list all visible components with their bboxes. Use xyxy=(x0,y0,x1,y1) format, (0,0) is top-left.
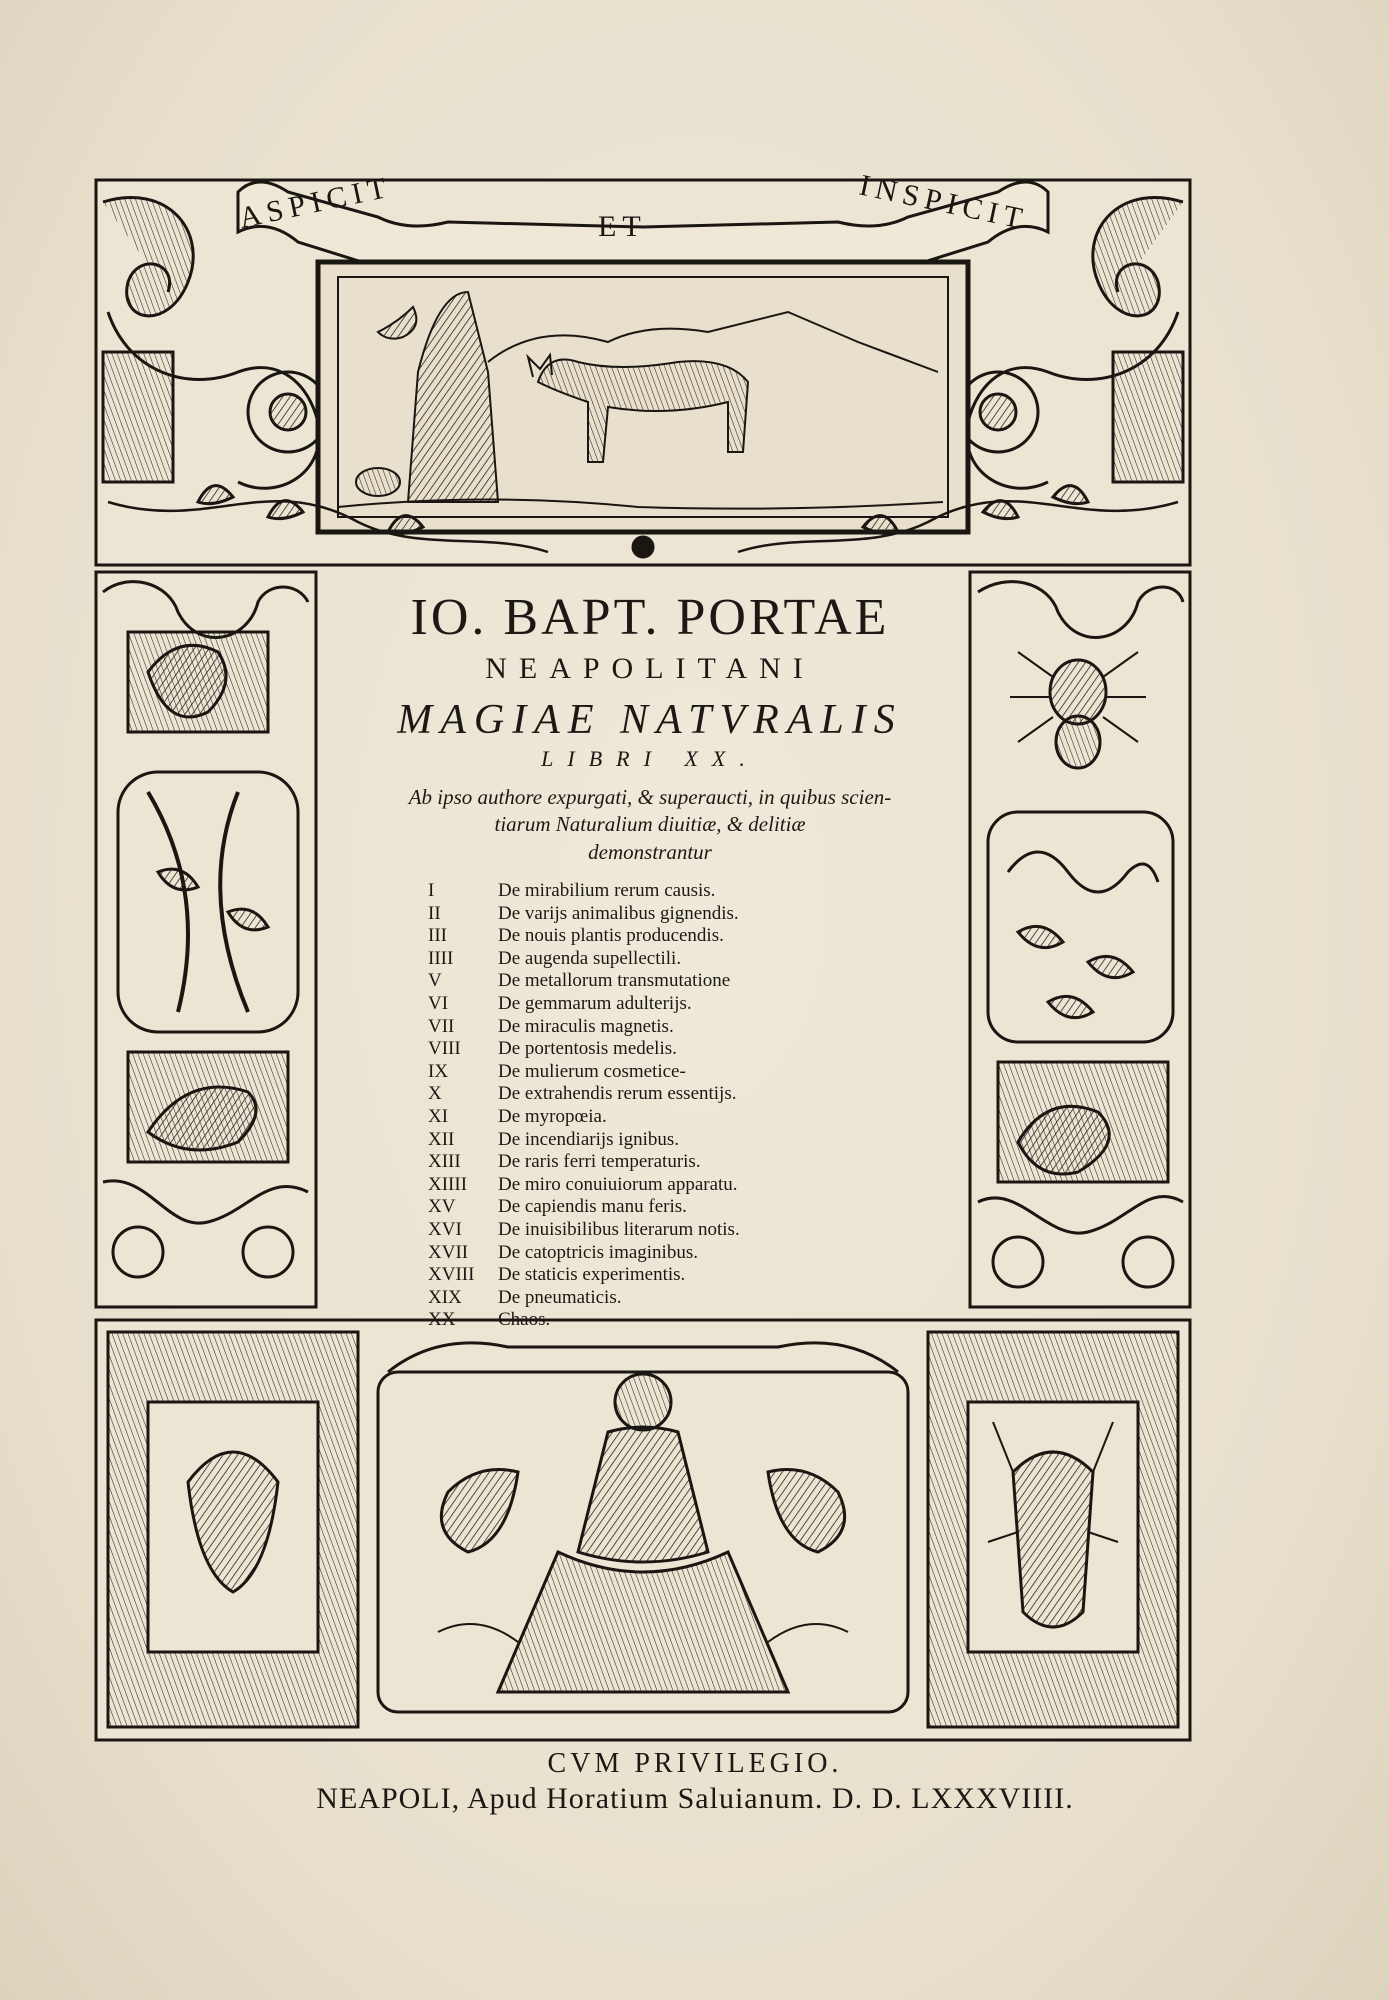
book-number: VIII xyxy=(428,1038,461,1060)
toc-row xyxy=(420,1106,920,1128)
book-title: De inuisibilibus literarum notis. xyxy=(498,1219,740,1240)
book-number: VI xyxy=(428,993,449,1014)
toc-row xyxy=(420,1264,920,1286)
book-number: XI xyxy=(428,1106,449,1127)
left-panel xyxy=(96,572,316,1307)
motto-middle: ET xyxy=(598,210,647,243)
book-title: De myropœia. xyxy=(498,1106,607,1127)
book-title: De raris ferri temperaturis. xyxy=(498,1151,701,1173)
book-title: De gemmarum adulterijs. xyxy=(498,993,692,1014)
book-title: De incendiarijs ignibus. xyxy=(498,1128,679,1150)
book-title: De capiendis manu feris. xyxy=(498,1196,687,1218)
toc-row xyxy=(420,1129,920,1151)
book-number: XIII xyxy=(428,1151,461,1173)
book-number: X xyxy=(428,1083,442,1105)
right-panel xyxy=(970,572,1190,1307)
book-title: De metallorum transmutatione xyxy=(498,970,731,992)
author-origin: NEAPOLITANI xyxy=(485,652,815,685)
imprint-line: NEAPOLI, Apud Horatium Saluianum. D. D. LXXXVIIII. xyxy=(316,1782,1074,1815)
book-title: De nouis plantis producendis. xyxy=(498,925,724,947)
book-number: IX xyxy=(428,1060,449,1082)
toc-row xyxy=(420,1151,920,1173)
book-number: VII xyxy=(428,1015,455,1037)
author-name: IO. BAPT. PORTAE xyxy=(410,589,890,646)
toc-row xyxy=(420,1287,920,1309)
toc-row xyxy=(420,1083,920,1105)
book-title: De catoptricis imaginibus. xyxy=(498,1241,698,1263)
toc-row xyxy=(420,925,920,947)
toc-row xyxy=(420,1174,920,1196)
motto-left: ASPICIT xyxy=(236,170,395,235)
book-number: II xyxy=(428,902,441,924)
book-title: De varijs animalibus gignendis. xyxy=(498,902,739,924)
toc-row xyxy=(420,970,920,992)
book-number: XIX xyxy=(428,1286,462,1308)
subtitle-line-2: tiarum Naturalium diuitiæ, & delitiæ xyxy=(494,812,806,836)
book-number: V xyxy=(428,970,442,992)
book-number: XVI xyxy=(428,1219,462,1240)
book-number: XV xyxy=(428,1196,456,1218)
toc-row xyxy=(420,880,920,902)
book-number: XII xyxy=(428,1128,455,1150)
book-title: De mirabilium rerum causis. xyxy=(498,880,716,901)
toc-row xyxy=(420,993,920,1015)
book-number: XVIII xyxy=(428,1264,475,1286)
toc-row xyxy=(420,1309,920,1331)
book-title: De mulierum cosmetice- xyxy=(498,1060,686,1082)
book-title: Chaos. xyxy=(498,1309,551,1331)
book-number: XIIII xyxy=(428,1173,468,1195)
book-title: De extrahendis rerum essentijs. xyxy=(498,1083,737,1105)
toc-row xyxy=(420,1196,920,1218)
subtitle-line-1: Ab ipso authore expurgati, & superaucti, in quibus scien- xyxy=(408,785,892,809)
book-title: De miro conuiuiorum apparatu. xyxy=(498,1173,738,1195)
book-title: De augenda supellectili. xyxy=(498,947,682,969)
book-title: De miraculis magnetis. xyxy=(498,1015,674,1037)
bottom-panel xyxy=(96,1320,1190,1740)
book-title: De staticis experimentis. xyxy=(498,1264,686,1286)
toc-row xyxy=(420,1016,920,1038)
toc-row xyxy=(420,948,920,970)
book-number: XX xyxy=(428,1309,456,1331)
toc-row xyxy=(420,1038,920,1060)
book-title: De pneumaticis. xyxy=(498,1286,622,1308)
motto-right: INSPICIT xyxy=(856,168,1032,237)
book-title: De portentosis medelis. xyxy=(498,1038,677,1060)
subtitle-line-3: demonstrantur xyxy=(588,840,712,864)
books-count: LIBRI XX. xyxy=(541,746,759,771)
book-number: IIII xyxy=(428,947,454,969)
toc-row xyxy=(420,1219,920,1241)
book-number: III xyxy=(428,925,447,947)
toc-row xyxy=(420,1061,920,1083)
work-title: MAGIAE NATVRALIS xyxy=(397,697,903,743)
book-number: XVII xyxy=(428,1241,469,1263)
book-number: I xyxy=(428,880,435,901)
privilege-line: CVM PRIVILEGIO. xyxy=(547,1748,843,1779)
toc-row xyxy=(420,1242,920,1264)
toc-row xyxy=(420,903,920,925)
